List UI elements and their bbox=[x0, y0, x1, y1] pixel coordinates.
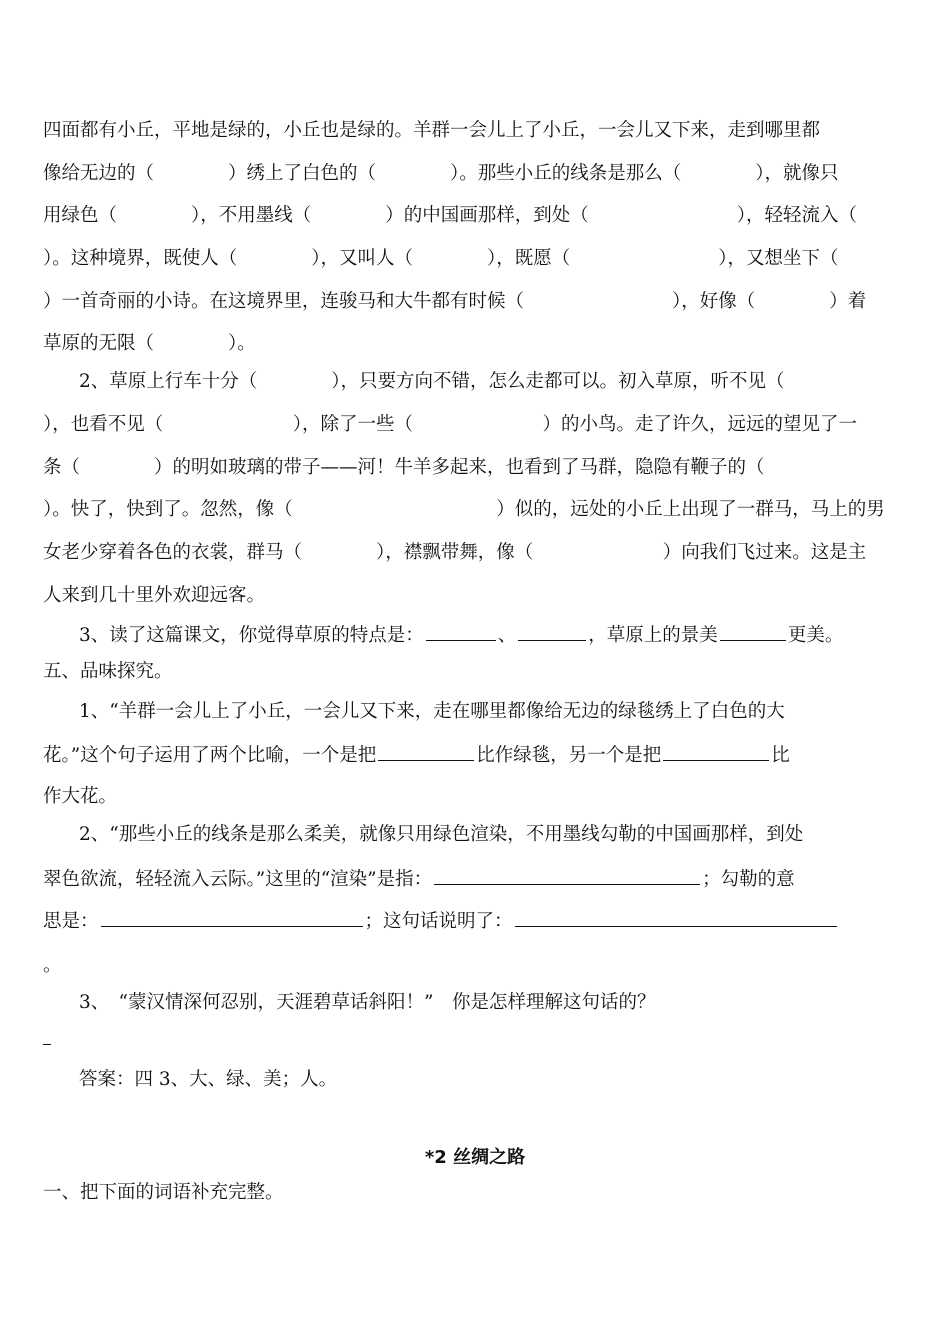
section-5-q2-line-2: 翠色欲流，轻轻流入云际。”这里的“渲染”是指： ；勾勒的意 bbox=[43, 866, 795, 892]
blank-line[interactable] bbox=[434, 866, 700, 885]
lesson-2-question-1: 一、把下面的词语补充完整。 bbox=[43, 1182, 284, 1203]
section-5-q1-line-3: 作大花。 bbox=[43, 786, 118, 807]
passage-line-4: ）。这种境界，既使人（ ），又叫人（ ），既愿（ ），又想坐下（ bbox=[43, 248, 839, 269]
question-2-line-1: 2、草原上行车十分（ ），只要方向不错，怎么走都可以。初入草原，听不见（ bbox=[79, 371, 785, 392]
blank-line[interactable] bbox=[101, 908, 363, 927]
section-5-q3: 3、 “蒙汉情深何忍别，天涯碧草话斜阳！” 你是怎样理解这句话的？ bbox=[79, 992, 656, 1013]
section-5-q1-line-2: 花。”这个句子运用了两个比喻，一个是把 比作绿毯，另一个是把 比 bbox=[43, 742, 790, 768]
section-5-q2-line-4: 。 bbox=[43, 955, 62, 976]
question-2-line-3: 条（ ）的明如玻璃的带子——河！牛羊多起来，也看到了马群，隐隐有鞭子的（ bbox=[43, 457, 765, 478]
blank-line[interactable] bbox=[515, 908, 837, 927]
passage-line-1: 四面都有小丘，平地是绿的，小丘也是绿的。羊群一会儿上了小丘，一会儿又下来，走到哪里都 bbox=[43, 120, 821, 141]
passage-line-2: 像给无边的（ ）绣上了白色的（ ）。那些小丘的线条是那么（ ），就像只 bbox=[43, 163, 839, 184]
blank-line[interactable] bbox=[378, 742, 474, 761]
question-3: 3、读了这篇课文，你觉得草原的特点是： 、 ，草原上的景美 更美。 bbox=[79, 622, 843, 648]
section-5-q2-line-3: 思是： ；这句话说明了： bbox=[43, 908, 839, 934]
section-5-q2-line-1: 2、“那些小丘的线条是那么柔美，就像只用绿色渲染，不用墨线勾勒的中国画那样，到处 bbox=[79, 824, 804, 845]
passage-line-6: 草原的无限（ ）。 bbox=[43, 333, 256, 354]
blank-line[interactable] bbox=[720, 622, 786, 641]
question-2-line-6: 人来到几十里外欢迎远客。 bbox=[43, 585, 266, 606]
passage-line-5: ）一首奇丽的小诗。在这境界里，连骏马和大牛都有时候（ ），好像（ ）着 bbox=[43, 291, 867, 312]
question-2-line-5: 女老少穿着各色的衣裳，群马（ ），襟飘带舞，像（ ）向我们飞过来。这是主 bbox=[43, 542, 867, 563]
question-2-line-4: ）。快了，快到了。忽然，像（ ）似的，远处的小丘上出现了一群马，马上的男 bbox=[43, 499, 885, 520]
question-2-line-2: ），也看不见（ ），除了一些（ ）的小鸟。走了许久，远远的望见了一 bbox=[43, 414, 858, 435]
answer-mark bbox=[43, 1044, 51, 1045]
blank-line[interactable] bbox=[518, 622, 586, 641]
passage-line-3: 用绿色（ ），不用墨线（ ）的中国画那样，到处（ ），轻轻流入（ bbox=[43, 205, 858, 226]
answer-line: 答案：四 3、大、绿、美；人。 bbox=[79, 1069, 338, 1090]
lesson-title: *2 丝绸之路 bbox=[424, 1147, 526, 1168]
blank-line[interactable] bbox=[426, 622, 496, 641]
section-5-heading: 五、品味探究。 bbox=[43, 661, 173, 682]
section-5-q1-line-1: 1、“羊群一会儿上了小丘，一会儿又下来，走在哪里都像给无边的绿毯绣上了白色的大 bbox=[79, 701, 785, 722]
blank-line[interactable] bbox=[663, 742, 769, 761]
